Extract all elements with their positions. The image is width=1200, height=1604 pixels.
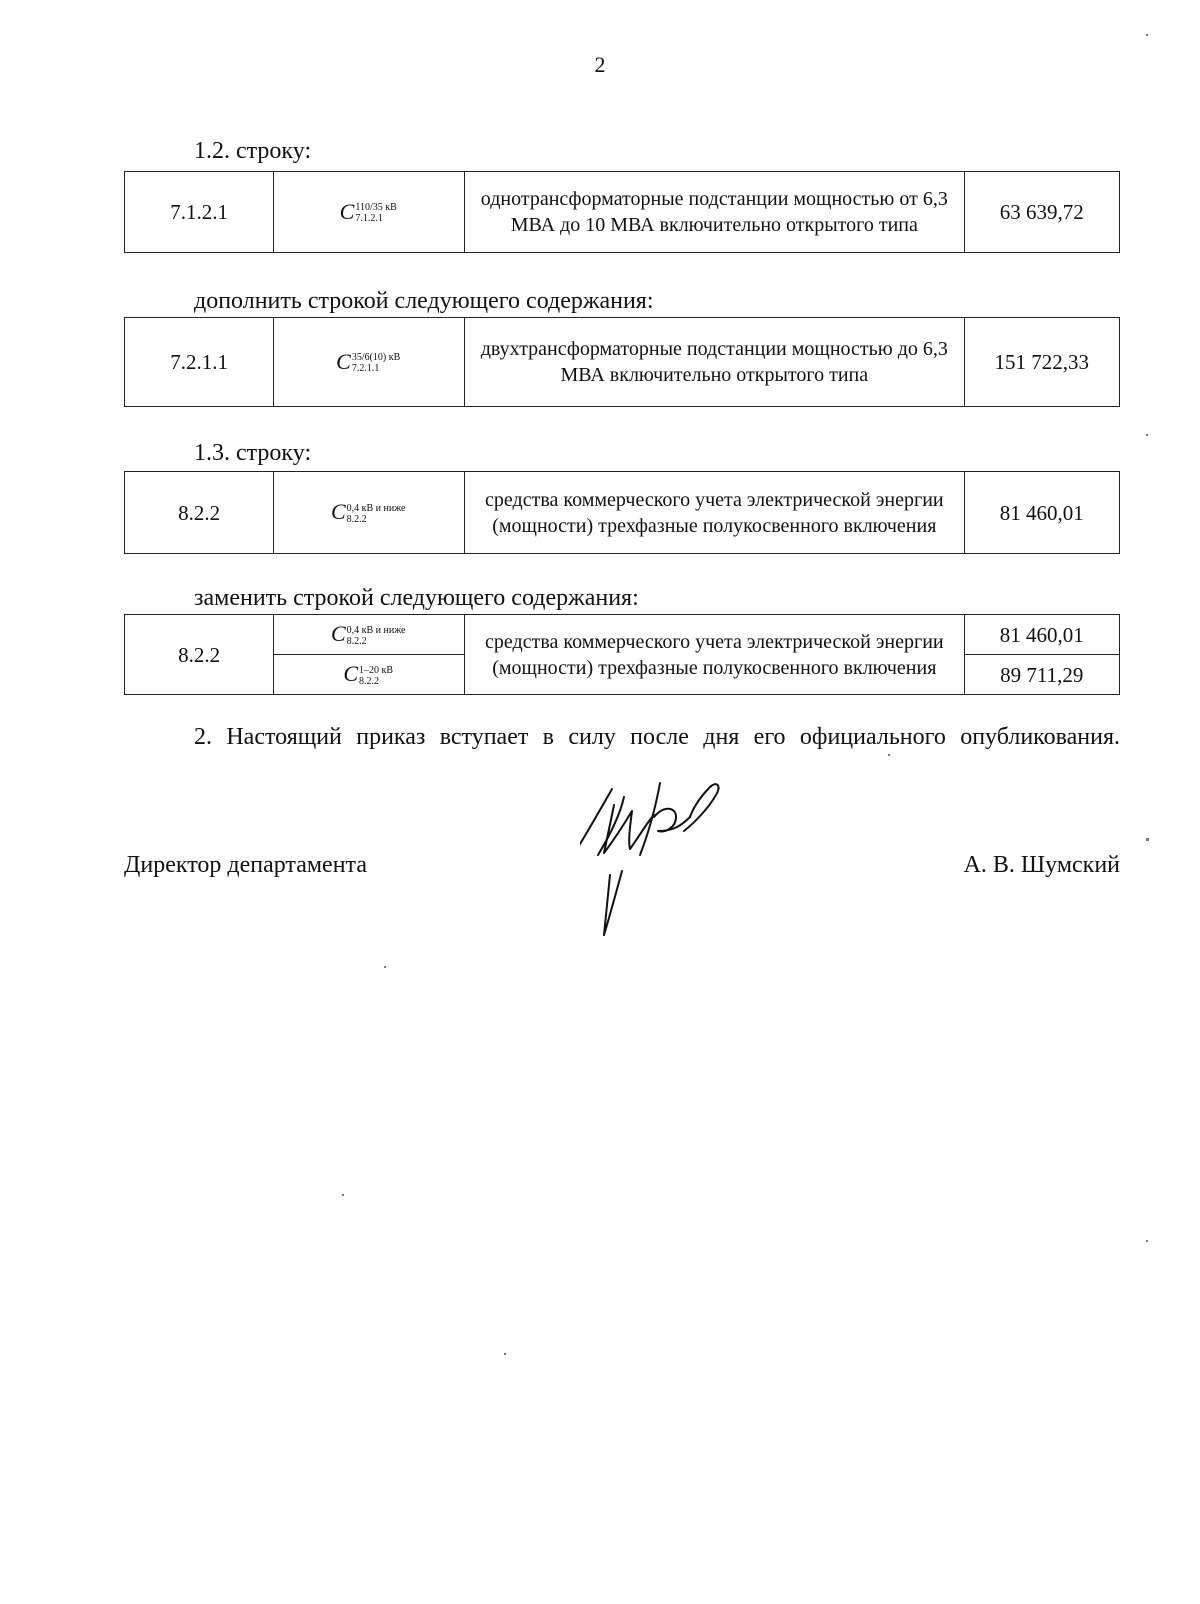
section-label-1-2: 1.2. строку: bbox=[194, 138, 312, 164]
row-description: двухтрансформаторные подстанции мощностью до 6,3 МВА включительно открытого типа bbox=[465, 318, 965, 407]
formula-superscript: 35/6(10) кВ bbox=[351, 352, 401, 364]
row-description: средства коммерческого учета электрической энергии (мощности) трехфазные полукосвенного включения bbox=[465, 472, 965, 554]
table-row bbox=[125, 172, 1120, 253]
table-row bbox=[125, 472, 1120, 554]
row-value: 81 460,01 bbox=[964, 615, 1119, 655]
handwritten-signature bbox=[580, 775, 780, 945]
row-code: 7.2.1.1 bbox=[125, 318, 274, 407]
table-1-2 bbox=[124, 171, 1120, 253]
formula-subscript: 8.2.2 bbox=[359, 675, 380, 687]
formula-symbol: C 1–20 кВ 8.2.2 bbox=[343, 661, 394, 687]
section-label-1-3: 1.3. строку: bbox=[194, 440, 312, 466]
signer-name: А. В. Шумский bbox=[963, 852, 1120, 878]
formula-superscript: 110/35 кВ bbox=[355, 202, 397, 214]
paragraph-2: 2. Настоящий приказ вступает в силу после дня его официального опубликования. bbox=[194, 724, 1120, 750]
row-value: 81 460,01 bbox=[964, 472, 1119, 554]
formula-superscript: 1–20 кВ bbox=[359, 664, 394, 676]
table-1-3 bbox=[124, 471, 1120, 554]
page-number: 2 bbox=[594, 52, 606, 77]
formula-subscript: 7.1.2.1 bbox=[355, 213, 383, 225]
formula-symbol: C 0,4 кВ и ниже 8.2.2 bbox=[330, 499, 406, 525]
row-symbol bbox=[274, 615, 465, 655]
formula-symbol: C 110/35 кВ 7.1.2.1 bbox=[339, 198, 397, 225]
row-symbol bbox=[274, 318, 465, 407]
row-symbol bbox=[274, 172, 465, 253]
row-code: 7.1.2.1 bbox=[125, 172, 274, 253]
section-label-replace: заменить строкой следующего содержания: bbox=[194, 585, 639, 611]
formula-symbol: C 35/6(10) кВ 7.2.1.1 bbox=[336, 348, 401, 375]
formula-superscript: 0,4 кВ и ниже bbox=[346, 624, 406, 636]
row-code: 8.2.2 bbox=[125, 472, 274, 554]
table-add bbox=[124, 317, 1120, 407]
row-symbol bbox=[274, 655, 465, 695]
table-replace bbox=[124, 614, 1120, 695]
formula-subscript: 8.2.2 bbox=[346, 513, 367, 525]
table-row bbox=[125, 318, 1120, 407]
signer-position: Директор департамента bbox=[124, 852, 367, 878]
row-description: средства коммерческого учета электрической энергии (мощности) трехфазные полукосвенного включения bbox=[465, 615, 965, 695]
formula-superscript: 0,4 кВ и ниже bbox=[346, 502, 406, 514]
table-row bbox=[125, 615, 1120, 655]
formula-subscript: 7.2.1.1 bbox=[351, 363, 380, 375]
row-code: 8.2.2 bbox=[125, 615, 274, 695]
row-description: однотрансформаторные подстанции мощностью от 6,3 МВА до 10 МВА включительно открытого типа bbox=[465, 172, 965, 253]
row-symbol bbox=[274, 472, 465, 554]
section-label-add: дополнить строкой следующего содержания: bbox=[194, 288, 654, 314]
formula-symbol: C 0,4 кВ и ниже 8.2.2 bbox=[330, 621, 406, 647]
row-value: 63 639,72 bbox=[964, 172, 1119, 253]
row-value: 89 711,29 bbox=[964, 655, 1119, 695]
row-value: 151 722,33 bbox=[964, 318, 1119, 407]
formula-subscript: 8.2.2 bbox=[346, 635, 367, 647]
